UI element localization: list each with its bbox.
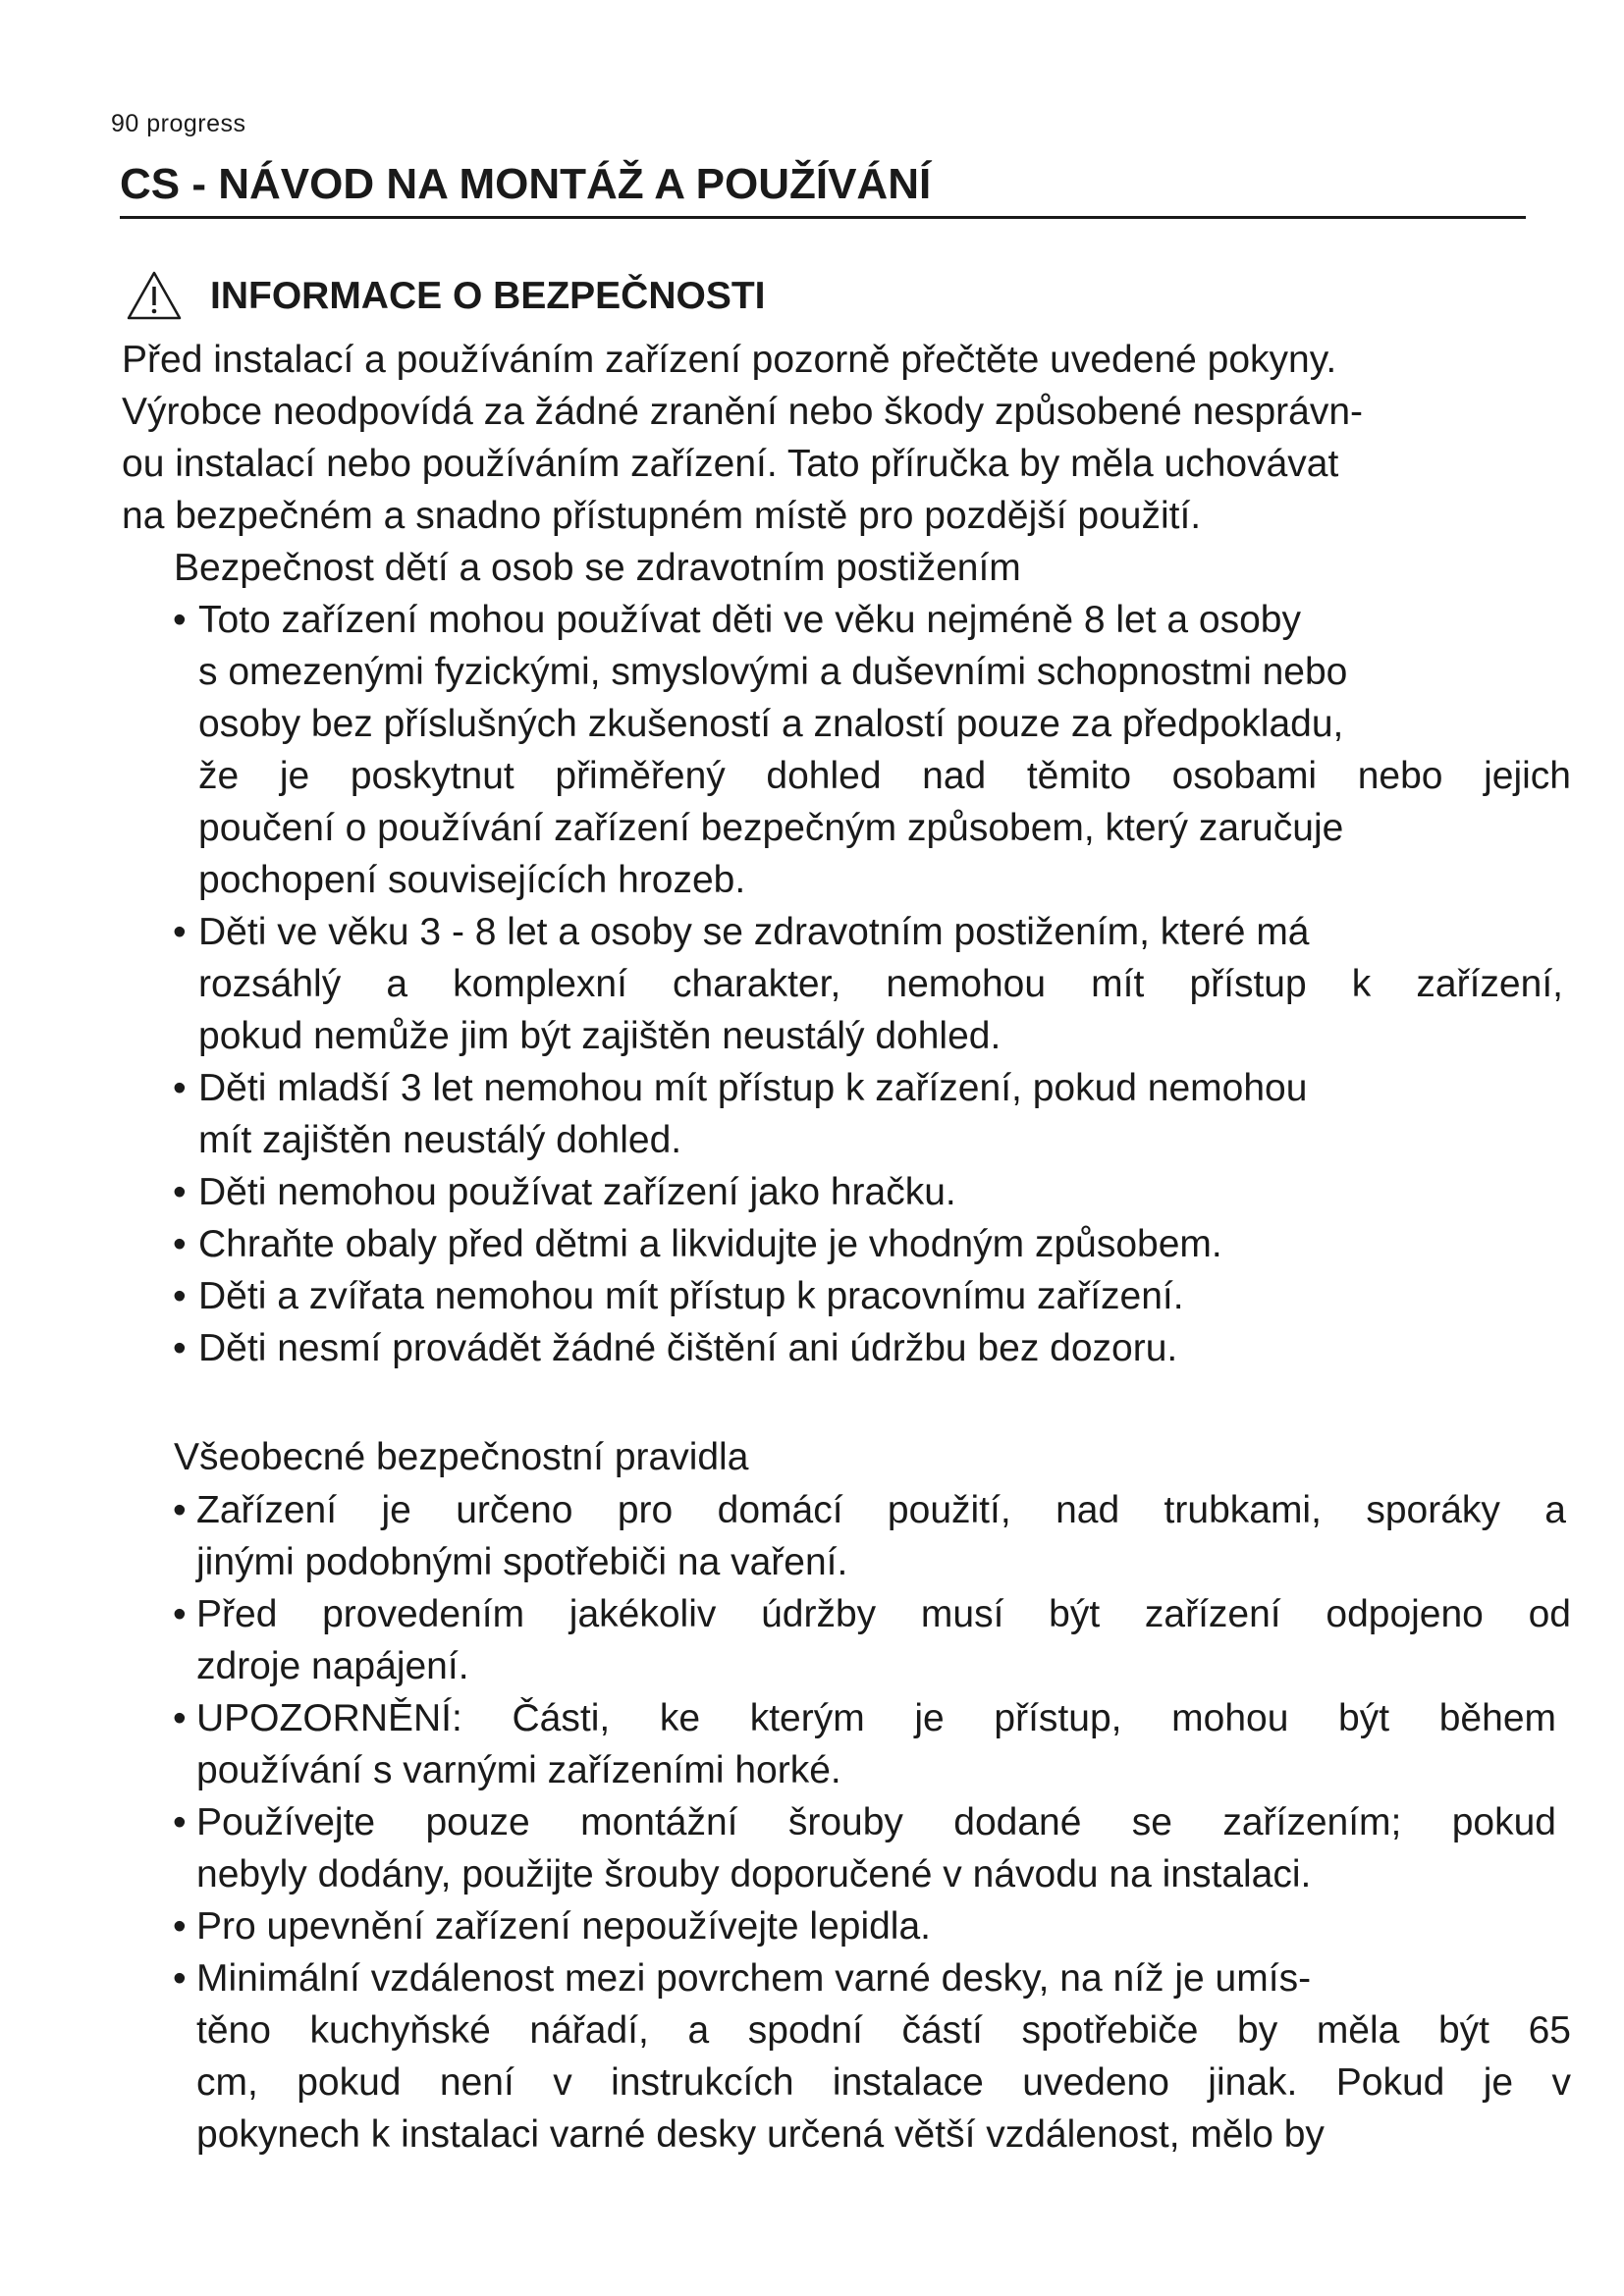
list-item — [173, 1692, 1571, 1796]
list-item-line: pokynech k instalaci varné desky určená větší vzdálenost, mělo by — [196, 2113, 1325, 2156]
list-item-line: • Zařízení je určeno pro domácí použití, nad trubkami, sporáky a — [196, 1489, 1566, 1531]
brand-name: progress — [146, 110, 246, 137]
page-number: 90 — [111, 110, 139, 137]
list-item-line: pochopení souvisejících hrozeb. — [198, 859, 746, 901]
children-section-title: Bezpečnost dětí a osob se zdravotním postižením — [174, 547, 1021, 589]
list-item-line: s omezenými fyzickými, smyslovými a duševními schopnostmi nebo — [198, 651, 1348, 693]
list-item-line: zdroje napájení. — [196, 1645, 469, 1687]
list-item — [173, 906, 1571, 1062]
list-item — [173, 1484, 1571, 1588]
list-item — [173, 1322, 1571, 1374]
safety-heading-text: INFORMACE O BEZPEČNOSTI — [210, 274, 766, 317]
list-item — [173, 1166, 1571, 1218]
list-item-line: • UPOZORNĚNÍ: Části, ke kterým je přístup, mohou být během — [196, 1697, 1556, 1739]
list-item-line: • Chraňte obaly před dětmi a likvidujte je vhodným způsobem. — [198, 1223, 1222, 1265]
list-item — [173, 1270, 1571, 1322]
page-header — [111, 110, 246, 138]
children-safety-list — [173, 594, 1571, 1374]
list-item — [173, 1062, 1571, 1166]
title-divider — [120, 216, 1526, 219]
list-item — [173, 1900, 1571, 1952]
list-item-line: jinými podobnými spotřebiči na vaření. — [196, 1541, 848, 1583]
intro-line: na bezpečném a snadno přístupném místě pro pozdější použití. — [122, 495, 1202, 537]
list-item-line: používání s varnými zařízeními horké. — [196, 1749, 841, 1791]
list-item-line: poučení o používání zařízení bezpečným způsobem, který zaručuje — [198, 807, 1344, 849]
list-item-line: cm, pokud není v instrukcích instalace uvedeno jinak. Pokud je v — [196, 2061, 1571, 2104]
list-item-line: • Před provedením jakékoliv údržby musí být zařízení odpojeno od — [196, 1593, 1571, 1635]
general-safety-list — [173, 1484, 1571, 2161]
list-item-line: • Děti nesmí provádět žádné čištění ani údržbu bez dozoru. — [198, 1327, 1178, 1369]
list-item-line: těno kuchyňské nářadí, a spodní částí spotřebiče by měla být 65 — [196, 2009, 1571, 2052]
intro-line: ou instalací nebo používáním zařízení. Tato příručka by měla uchovávat — [122, 443, 1339, 485]
list-item-line: • Toto zařízení mohou používat děti ve věku nejméně 8 let a osoby — [198, 599, 1302, 641]
list-item — [173, 1218, 1571, 1270]
list-item-line: • Používejte pouze montážní šrouby dodané se zařízením; pokud — [196, 1801, 1556, 1843]
list-item-line: nebyly dodány, použijte šrouby doporučené v návodu na instalaci. — [196, 1853, 1312, 1896]
list-item-line: • Pro upevnění zařízení nepoužívejte lepidla. — [196, 1905, 931, 1948]
intro-line: Před instalací a používáním zařízení pozorně přečtěte uvedené pokyny. — [122, 339, 1337, 381]
list-item — [173, 1588, 1571, 1692]
list-item-line: • Minimální vzdálenost mezi povrchem varné desky, na níž je umís- — [196, 1957, 1312, 2000]
page-title: CS - NÁVOD NA MONTÁŽ A POUŽÍVÁNÍ — [120, 160, 932, 208]
list-item-line: pokud nemůže jim být zajištěn neustálý dohled. — [198, 1015, 1001, 1057]
list-item-line: osoby bez příslušných zkušeností a znalostí pouze za předpokladu, — [198, 703, 1344, 745]
list-item-line: že je poskytnut přiměřený dohled nad těmito osobami nebo jejich — [198, 755, 1571, 797]
list-item-line: rozsáhlý a komplexní charakter, nemohou mít přístup k zařízení, — [198, 963, 1563, 1005]
list-item — [173, 1796, 1571, 1900]
warning-triangle-icon — [126, 270, 183, 321]
safety-heading — [126, 270, 766, 321]
list-item-line: • Děti mladší 3 let nemohou mít přístup k zařízení, pokud nemohou — [198, 1067, 1308, 1109]
safety-intro — [122, 334, 1536, 542]
list-item — [173, 1952, 1571, 2161]
list-item-line: mít zajištěn neustálý dohled. — [198, 1119, 682, 1161]
general-section-title: Všeobecné bezpečnostní pravidla — [174, 1436, 749, 1478]
list-item — [173, 594, 1571, 906]
list-item-line: • Děti nemohou používat zařízení jako hračku. — [198, 1171, 956, 1213]
list-item-line: • Děti ve věku 3 - 8 let a osoby se zdravotním postižením, které má — [198, 911, 1310, 953]
list-item-line: • Děti a zvířata nemohou mít přístup k pracovnímu zařízení. — [198, 1275, 1184, 1317]
intro-line: Výrobce neodpovídá za žádné zranění nebo škody způsobené nesprávn- — [122, 391, 1364, 433]
